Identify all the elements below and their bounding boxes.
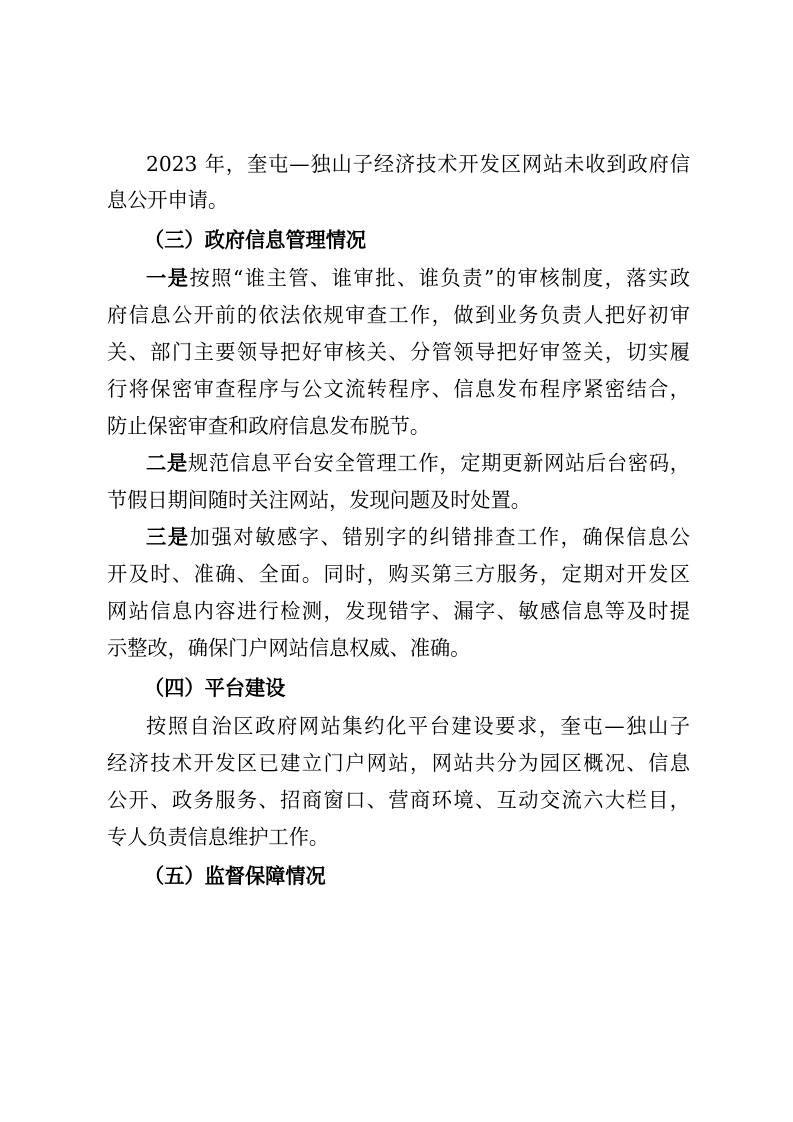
section-5-heading: （五）监督保障情况 — [144, 864, 326, 888]
s4-line-3: 公开、政务服务、招商窗口、营商环境、互动交流六大栏目， — [107, 788, 690, 812]
section-4-heading: （四）平台建设 — [144, 676, 286, 700]
s3-p3-line-2: 开及时、准确、全面。同时，购买第三方服务，定期对开发区 — [107, 562, 690, 586]
s4-line-1: 按照自治区政府网站集约化平台建设要求，奎屯—独山子 — [146, 714, 690, 738]
s4-line-2: 经济技术开发区已建立门户网站，网站共分为园区概况、信息 — [107, 751, 690, 775]
section-3-heading: （三）政府信息管理情况 — [144, 228, 367, 252]
s3-p1-line-2: 府信息公开前的依法依规审查工作，做到业务负责人把好初审 — [107, 303, 690, 327]
s3-p3-line-3: 网站信息内容进行检测，发现错字、漏字、敏感信息等及时提 — [107, 599, 690, 623]
intro-line-1: 2023 年，奎屯—独山子经济技术开发区网站未收到政府信 — [146, 152, 690, 176]
s3-p3-lead: 三是 — [146, 525, 190, 549]
s3-p1-line-3: 关、部门主要领导把好审核关、分管领导把好审签关，切实履 — [107, 340, 690, 364]
s3-p2-line-1 — [146, 449, 690, 477]
s3-p2-line-1-text: 规范信息平台安全管理工作，定期更新网站后台密码， — [187, 451, 690, 475]
s3-p3-line-1-text: 加强对敏感字、错别字的纠错排查工作，确保信息公 — [189, 525, 690, 549]
s3-p1-line-1-text: 按照“谁主管、谁审批、谁负责”的审核制度，落实政 — [189, 266, 690, 290]
s3-p3-line-4: 示整改，确保门户网站信息权威、准确。 — [107, 636, 471, 660]
intro-line-2: 息公开申请。 — [107, 188, 229, 212]
s3-p1-lead: 一是 — [146, 266, 190, 290]
s3-p2-lead: 二是 — [146, 451, 188, 475]
s3-p2-line-2: 节假日期间随时关注网站，发现问题及时处置。 — [107, 488, 531, 512]
s4-line-4: 专人负责信息维护工作。 — [107, 825, 330, 849]
s3-p1-line-5: 防止保密审查和政府信息发布脱节。 — [107, 414, 431, 438]
s3-p3-line-1 — [146, 523, 690, 551]
s3-p1-line-4: 行将保密审查程序与公文流转程序、信息发布程序紧密结合， — [107, 377, 690, 401]
s3-p1-line-1 — [146, 264, 690, 292]
